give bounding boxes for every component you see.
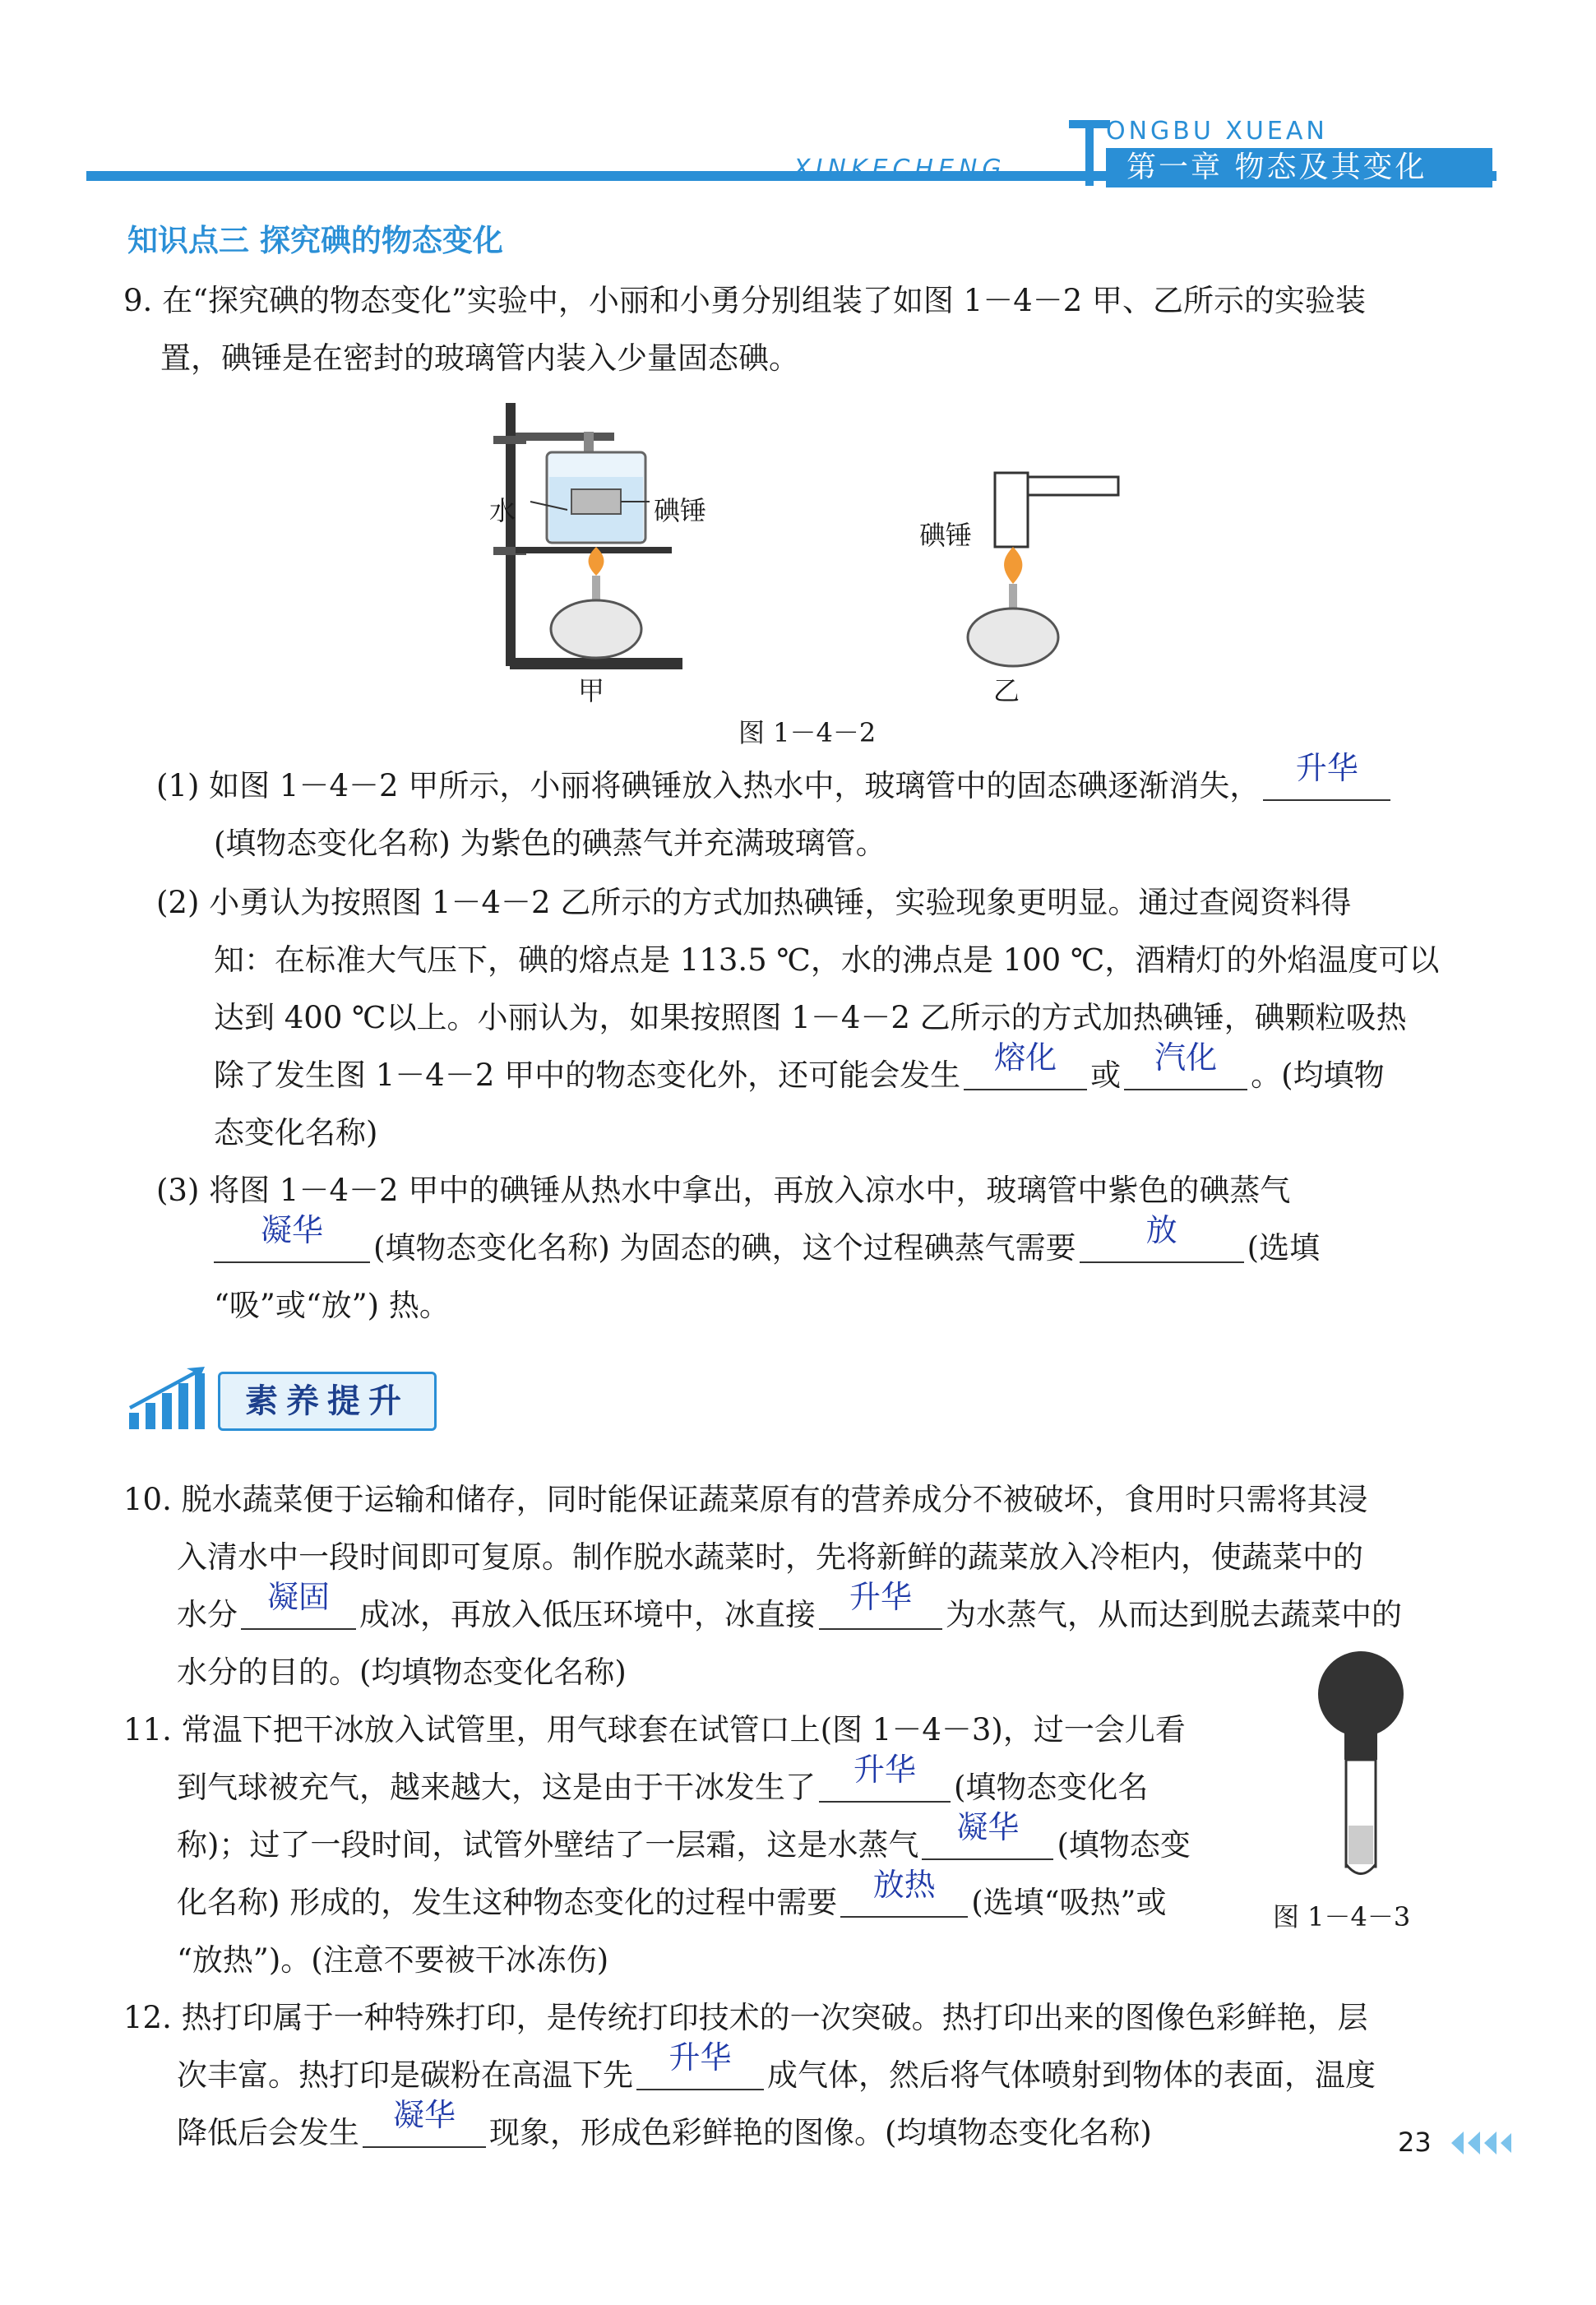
q9-p1-line1 xyxy=(156,750,1394,816)
header-top-text: ONGBU XUEAN xyxy=(1106,117,1328,146)
label-iodine-hammer-a: 碘锤 xyxy=(654,495,707,526)
answer-handwritten: 放 xyxy=(1145,1212,1177,1248)
q9-p2-line4 xyxy=(214,1039,1385,1105)
answer-handwritten: 汽化 xyxy=(1154,1039,1218,1076)
answer-handwritten: 熔化 xyxy=(994,1039,1057,1076)
q12-blank1 xyxy=(636,2039,764,2090)
page-number: 23 xyxy=(1398,2127,1432,2158)
sub-caption-a: 甲 xyxy=(578,675,605,706)
q9-p1-text: (1) 如图 1－4－2 甲所示，小丽将碘锤放入热水中，玻璃管中的固态碘逐渐消失， xyxy=(156,768,1261,803)
sub-caption-b: 乙 xyxy=(993,675,1020,706)
section-title: 素养提升 xyxy=(218,1372,437,1431)
q12-text-d: 现象，形成色彩鲜艳的图像。(均填物态变化名称) xyxy=(489,2115,1152,2150)
answer-handwritten: 升华 xyxy=(853,1752,916,1788)
q12-line2 xyxy=(177,2039,1376,2105)
answer-handwritten: 凝华 xyxy=(392,2097,456,2133)
q12-text-b: 成气体，然后将气体喷射到物体的表面，温度 xyxy=(767,2057,1376,2093)
q9-p3-text: (填物态变化名称) 为固态的碘，这个过程碘蒸气需要 xyxy=(373,1230,1076,1266)
q9-p1-blank xyxy=(1263,750,1390,801)
q12-line3 xyxy=(177,2097,1152,2163)
knowledge-point-title: 知识点三 探究碘的物态变化 xyxy=(127,223,503,258)
page-decoration-icon xyxy=(1447,2128,1513,2158)
q12-blank2 xyxy=(363,2097,486,2148)
q9-p2-or: 或 xyxy=(1090,1058,1122,1093)
q9-p1-line2: (填物态变化名称) 为紫色的碘蒸气并充满玻璃管。 xyxy=(214,826,886,861)
q11-text-f: (选填“吸热”或 xyxy=(971,1885,1167,1920)
q12-text-c: 降低后会发生 xyxy=(177,2115,359,2150)
q11-line1: 11. 常温下把干冰放入试管里，用气球套在试管口上(图 1－4－3)，过一会儿看 xyxy=(123,1712,1186,1747)
q9-p2-blank1 xyxy=(964,1039,1087,1090)
figure-balloon-tube xyxy=(1307,1649,1414,1887)
q9-line2: 置，碘锤是在密封的玻璃管内装入少量固态碘。 xyxy=(160,340,799,376)
q10-blank1 xyxy=(241,1579,356,1630)
figure-caption-1-4-3: 图 1－4－3 xyxy=(1273,1901,1411,1932)
figure-apparatus-a xyxy=(485,386,699,683)
q9-p2-blank2 xyxy=(1124,1039,1247,1090)
figure-caption-1-4-2: 图 1－4－2 xyxy=(738,717,877,748)
label-iodine-hammer-b: 碘锤 xyxy=(919,520,973,551)
q9-p2-line1: (2) 小勇认为按照图 1－4－2 乙所示的方式加热碘锤，实验现象更明显。通过查阅资料得 xyxy=(156,885,1352,920)
q11-line5: “放热”)。(注意不要被干冰冻伤) xyxy=(177,1942,609,1978)
q10-text-c: 为水蒸气，从而达到脱去蔬菜中的 xyxy=(946,1597,1402,1632)
header-chapter-title: 第一章 物态及其变化 xyxy=(1126,150,1427,184)
answer-handwritten: 升华 xyxy=(849,1579,912,1615)
header-left-text: XINKECHENG xyxy=(793,155,1006,183)
q9-p3-line1: (3) 将图 1－4－2 甲中的碘锤从热水中拿出，再放入凉水中，玻璃管中紫色的碘蒸气 xyxy=(156,1173,1291,1208)
q11-blank3 xyxy=(840,1867,968,1918)
q9-line1: 9. 在“探究碘的物态变化”实验中，小丽和小勇分别组装了如图 1－4－2 甲、乙所示的实验装 xyxy=(123,283,1367,318)
bar-chart-icon xyxy=(127,1365,210,1431)
answer-handwritten: 凝华 xyxy=(956,1809,1020,1845)
q11-text-d: (填物态变 xyxy=(1057,1827,1191,1863)
q11-text-a: 到气球被充气，越来越大，这是由于干冰发生了 xyxy=(177,1770,816,1805)
q11-line4 xyxy=(177,1867,1167,1932)
q9-p2-line5: 态变化名称) xyxy=(214,1115,378,1150)
q9-p3-blank1 xyxy=(214,1212,370,1263)
q9-p2-text: 除了发生图 1－4－2 甲中的物态变化外，还可能会发生 xyxy=(214,1058,961,1093)
q12-line1: 12. 热打印属于一种特殊打印，是传统打印技术的一次突破。热打印出来的图像色彩鲜艳，层 xyxy=(123,2000,1368,2035)
q9-p3-line2 xyxy=(214,1212,1321,1278)
q10-line4: 水分的目的。(均填物态变化名称) xyxy=(177,1655,627,1690)
q9-p3-line3: “吸”或“放”) 热。 xyxy=(214,1288,450,1323)
q9-p2-line3: 达到 400 ℃以上。小丽认为，如果按照图 1－4－2 乙所示的方式加热碘锤，碘颗粒吸热 xyxy=(214,1000,1407,1035)
q12-text-a: 次丰富。热打印是碳粉在高温下先 xyxy=(177,2057,633,2093)
q10-blank2 xyxy=(819,1579,942,1630)
q11-text-c: 称)；过了一段时间，试管外壁结了一层霜，这是水蒸气 xyxy=(177,1827,919,1863)
q11-line3 xyxy=(177,1809,1191,1875)
answer-handwritten: 凝华 xyxy=(260,1212,323,1248)
q10-line1: 10. 脱水蔬菜便于运输和储存，同时能保证蔬菜原有的营养成分不被破坏，食用时只需将其浸 xyxy=(123,1482,1368,1517)
q10-text-a: 水分 xyxy=(177,1597,238,1632)
answer-handwritten: 升华 xyxy=(1295,750,1358,786)
q11-text-b: (填物态变化名 xyxy=(954,1770,1149,1805)
answer-handwritten: 升华 xyxy=(668,2039,732,2076)
q10-line2: 入清水中一段时间即可复原。制作脱水蔬菜时，先将新鲜的蔬菜放入冷柜内，使蔬菜中的 xyxy=(177,1539,1363,1575)
q9-p2-line2: 知：在标准大气压下，碘的熔点是 113.5 ℃，水的沸点是 100 ℃，酒精灯的外焰温度可以 xyxy=(214,942,1440,978)
figure-apparatus-b xyxy=(913,461,1126,683)
answer-handwritten: 凝固 xyxy=(266,1579,330,1615)
q11-text-e: 化名称) 形成的，发生这种物态变化的过程中需要 xyxy=(177,1885,838,1920)
q10-line3 xyxy=(177,1579,1402,1645)
q9-p2-tail: 。(均填物 xyxy=(1251,1058,1385,1093)
label-water: 水 xyxy=(489,495,516,526)
q10-text-b: 成冰，再放入低压环境中，冰直接 xyxy=(359,1597,816,1632)
header-t-logo xyxy=(1069,115,1110,186)
q9-p3-tail: (选填 xyxy=(1247,1230,1321,1266)
answer-handwritten: 放热 xyxy=(872,1867,936,1903)
q9-p3-blank2 xyxy=(1080,1212,1244,1263)
